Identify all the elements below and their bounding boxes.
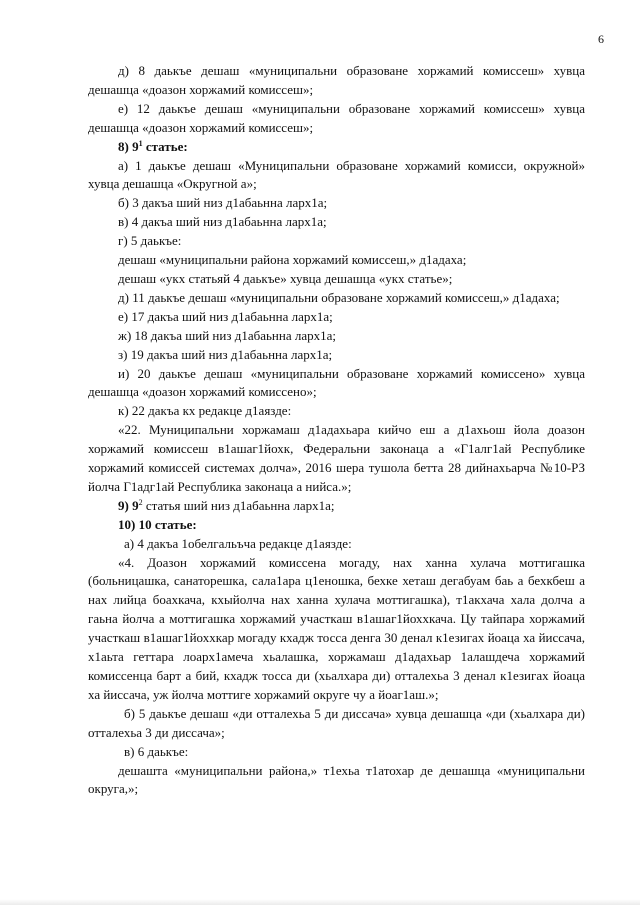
document-body	[88, 62, 585, 799]
paragraph: е) 12 даькъе дешаш «муниципальни образоване хоржамий комиссеш» хувца дешашца «доазон хоржамий комиссеш»;	[88, 100, 585, 135]
paragraph: д) 8 даькъе дешаш «муниципальни образоване хоржамий комиссеш» хувца дешашца «доазон хоржамий комиссеш»;	[88, 63, 585, 97]
paragraph: а) 4 дакъа 1обелгальъча редакце д1аязде:	[124, 535, 352, 551]
paragraph: б) 3 дакъа ший низ д1абаьнна ларх1а;	[118, 195, 328, 211]
page-number: 6	[598, 32, 604, 46]
heading-prefix: 9) 9	[118, 497, 139, 513]
paragraph: а) 1 даькъе дешаш «Муниципальни образоване хоржамий комисси, окружной» хувца дешашца «Округной а»;	[88, 157, 585, 192]
paragraph: «22. Муниципальни хоржамаш д1адахьара кийчо еш а д1ахьош йола доазон хоржамий комиссеш в1ашаг1йохк, Федеральни законаца а «Г1алг1ай Республике хоржамий комиссей системах долча», 2016 шера тушола бетта 28 дийнахьарча №10-РЗ йолча Г1адг1ай Республика законаца а нийса.»;	[88, 422, 585, 494]
heading-superscript: 2	[138, 497, 143, 507]
paragraph: в) 6 даькъе:	[124, 743, 189, 759]
paragraph: в) 4 дакъа ший низ д1абаьнна ларх1а;	[118, 214, 327, 230]
paragraph: и) 20 даькъе дешаш «муниципальни образоване хоржамий комиссено» хувца дешашца «доазон хоржамий комиссено»;	[88, 365, 585, 400]
heading-suffix: статья ший низ д1абаьнна ларх1а;	[142, 497, 335, 513]
paragraph: д) 11 даькъе дешаш «муниципальни образоване хоржамий комиссеш,» д1адаха;	[118, 289, 560, 305]
heading-superscript: 1	[138, 138, 143, 148]
heading-suffix: статье:	[142, 138, 188, 154]
paragraph: дешаш «муниципальни района хоржамий комиссеш,» д1адаха;	[118, 252, 467, 268]
paragraph: к) 22 дакъа кх редакце д1аязде:	[118, 403, 292, 419]
paragraph: б) 5 даькъе дешаш «ди отталехьа 5 ди диссача» хувца дешашца «ди (хьалхара ди) отталехьа 3 ди диссача»;	[88, 705, 585, 740]
paragraph: дешашта «муниципальни района,» т1ехьа т1атохар де дешашца «муниципальни округа,»;	[88, 762, 585, 797]
paragraph: ж) 18 дакъа ший низ д1абаьнна ларх1а;	[118, 327, 336, 343]
paragraph: «4. Доазон хоржамий комиссена могаду, нах ханна хулача моттигашка (больницашка, санаторешка, сала1ара ц1еношка, бехке хеташ дегабуам баь а бехкбеш а нах лийца боахкача, кхыйолча нах ханна хулача моттигашка), т1акхача хала долча а гаьна йолча а моттигашка хоржамий участкаш в1ашаг1йоххкача. Цу тайпара хоржамий участкаш в1ашаг1йоххкар могаду кхадж тосса денга 30 денал к1езигах йоаца ха йиссача, х1аьта геттара лоарх1амеча хьалашка, хоржамаш д1адахьар 1алашдеча хоржамий комиссенца барт а бий, кхадж тосса ди (хьалхара ди) отталехьа 3 денал к1езигах йоаца ха йиссача, уж йолча моттиге хоржамий округе чу а йоаг1аш.»;	[88, 554, 585, 702]
scan-edge	[0, 899, 640, 905]
heading-prefix: 8) 9	[118, 138, 139, 154]
section-heading	[88, 138, 585, 157]
section-heading	[88, 497, 585, 516]
paragraph: г) 5 даькъе:	[118, 233, 182, 249]
paragraph: з) 19 дакъа ший низ д1абаьнна ларх1а;	[118, 346, 333, 362]
section-heading: 10) 10 статье:	[118, 516, 197, 532]
paragraph: дешаш «укх статьяй 4 даькъе» хувца дешашца «укх статье»;	[118, 270, 453, 286]
paragraph: е) 17 дакъа ший низ д1абаьнна ларх1а;	[118, 308, 333, 324]
